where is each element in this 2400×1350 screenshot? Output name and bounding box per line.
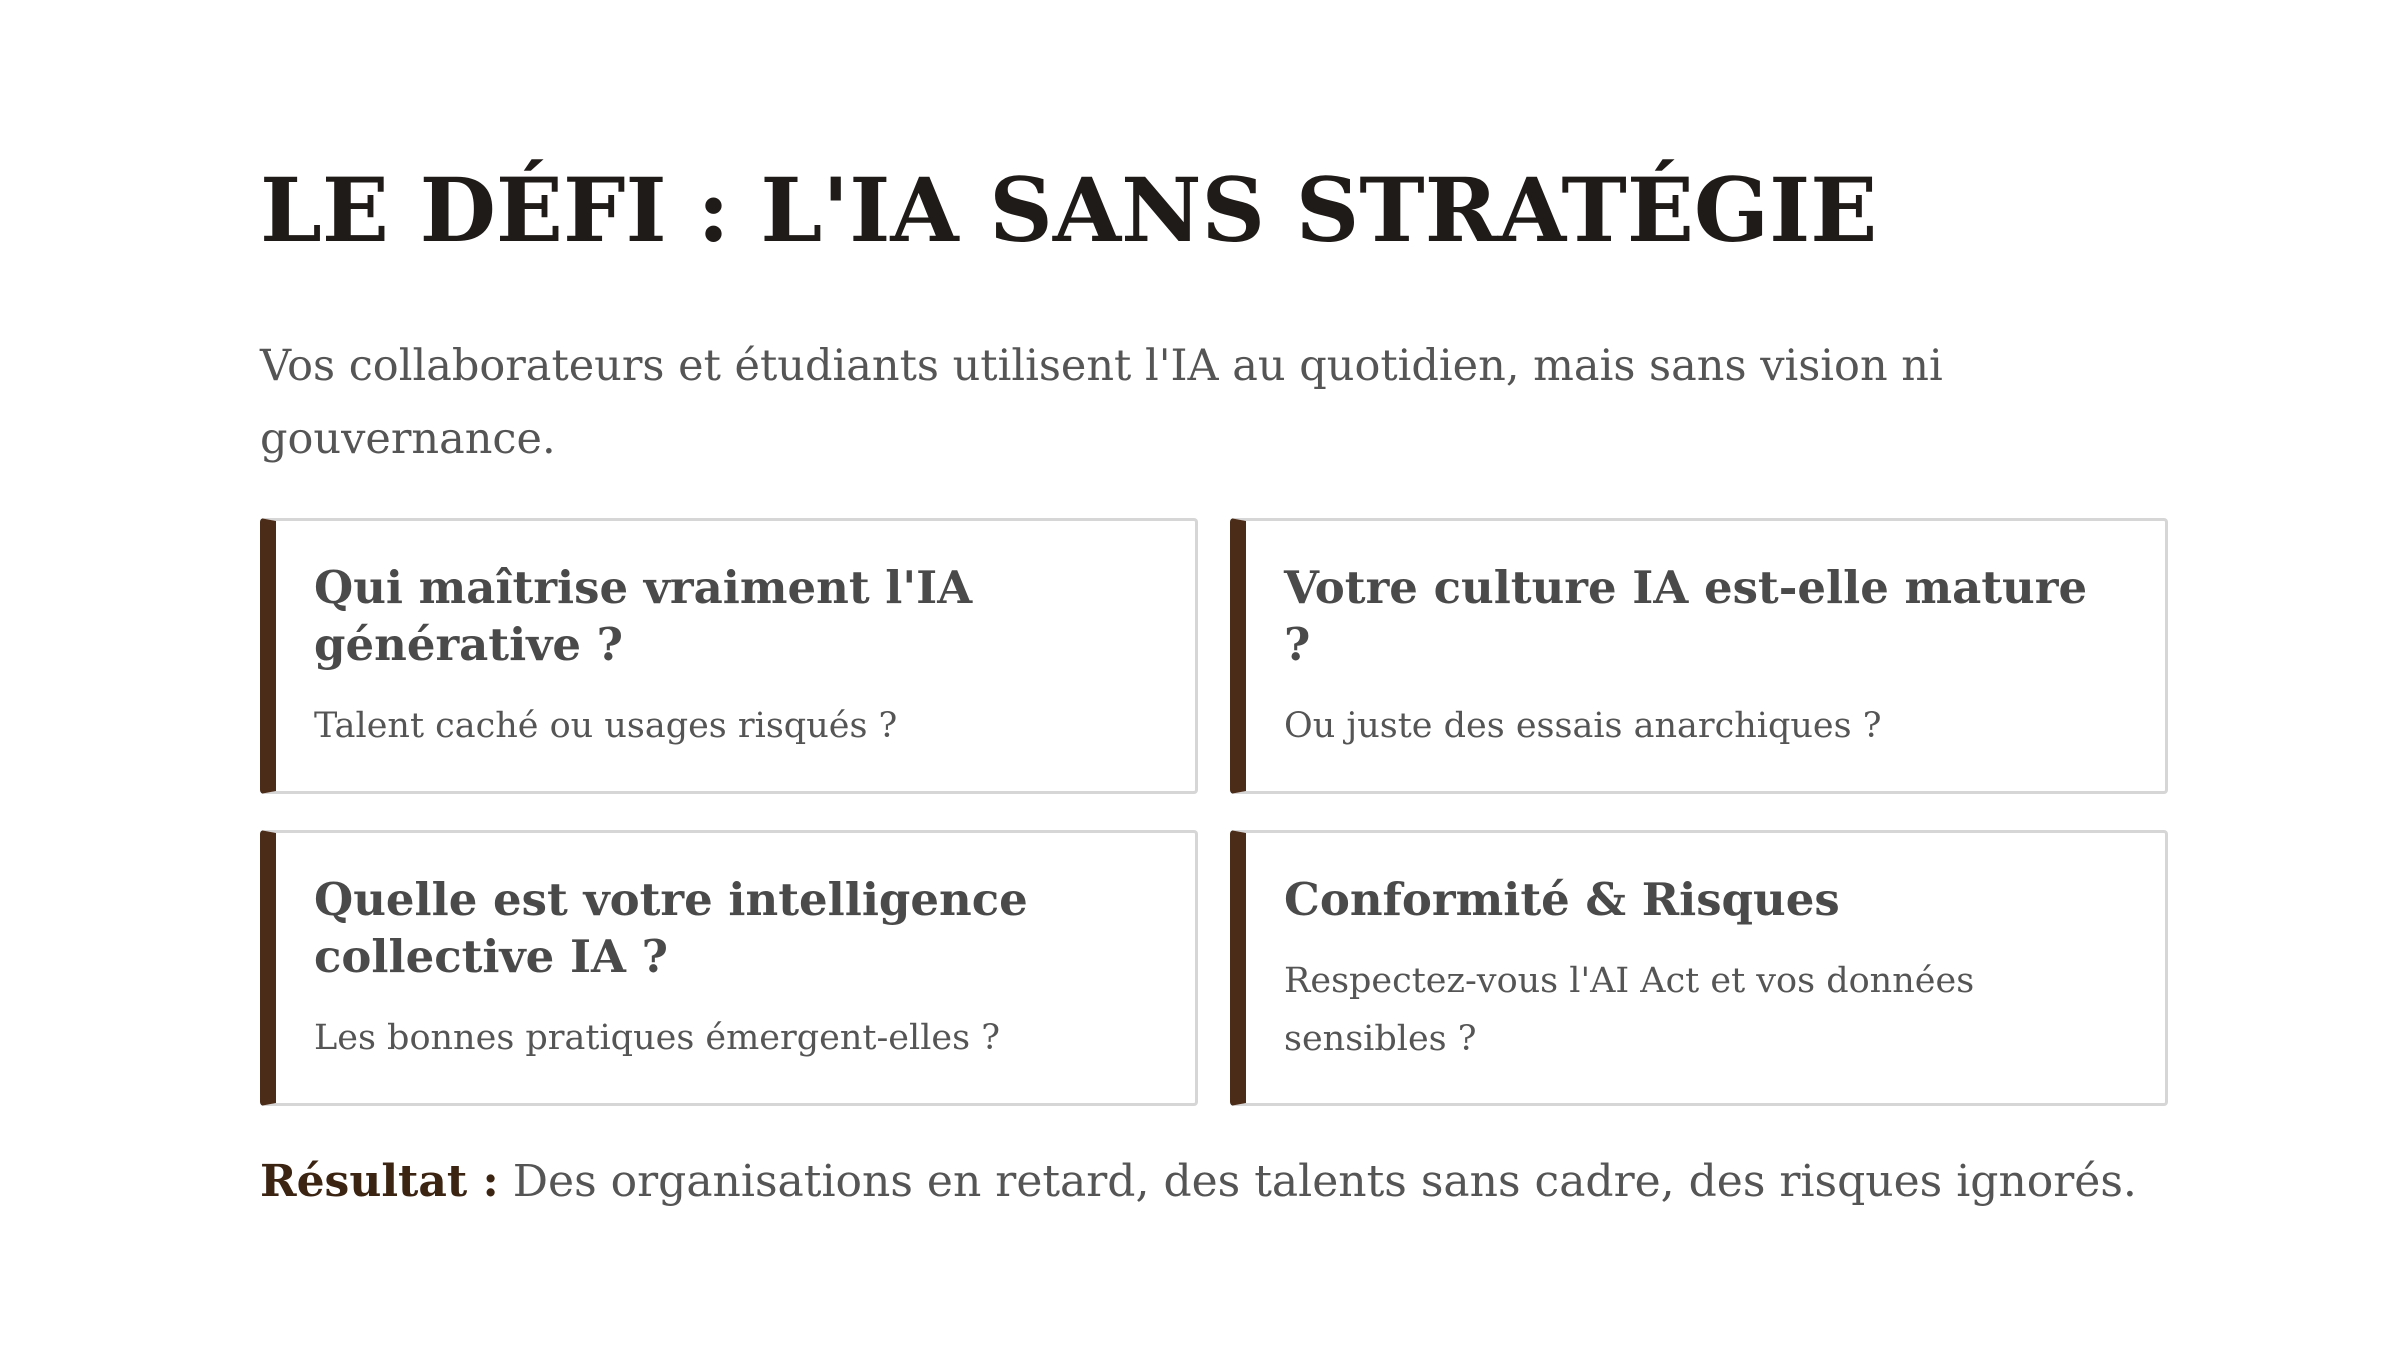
card-title: Quelle est votre intelligence collective IA ? (314, 873, 1028, 983)
challenge-card-collective-intelligence (260, 830, 1198, 1106)
card-text: Respectez-vous l'AI Act et vos données sensibles ? (1284, 961, 1975, 1059)
result-statement (260, 1150, 2137, 1214)
card-title: Votre culture IA est-elle mature ? (1284, 561, 2088, 671)
result-text: Des organisations en retard, des talents sans cadre, des risques ignorés. (498, 1156, 2137, 1207)
slide-subtitle: Vos collaborateurs et étudiants utilisent l'IA au quotidien, mais sans vision ni gouvernance. (260, 341, 1943, 464)
card-title: Conformité & Risques (1284, 873, 1840, 926)
result-label: Résultat : (260, 1156, 499, 1207)
challenge-card-compliance (1230, 830, 2168, 1106)
card-text: Talent caché ou usages risqués ? (314, 706, 898, 746)
slide-title: LE DÉFI : L'IA SANS STRATÉGIE (260, 158, 1878, 262)
challenge-card-culture (1230, 518, 2168, 794)
slide (260, 0, 2160, 1350)
card-text: Ou juste des essais anarchiques ? (1284, 706, 1882, 746)
card-title: Qui maîtrise vraiment l'IA générative ? (314, 561, 973, 671)
challenge-card-talent (260, 518, 1198, 794)
challenge-cards-grid (260, 518, 2166, 1106)
card-text: Les bonnes pratiques émergent-elles ? (314, 1018, 1000, 1058)
